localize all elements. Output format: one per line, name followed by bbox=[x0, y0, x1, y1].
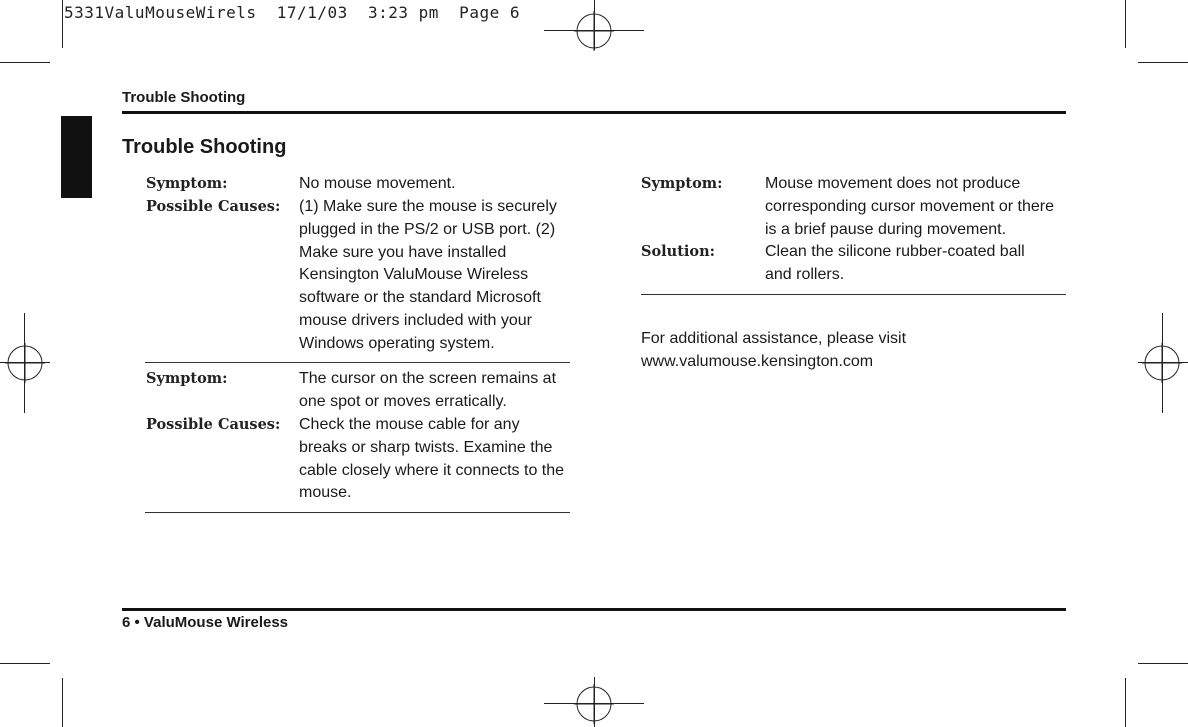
crop-mark bbox=[24, 313, 25, 413]
block-divider bbox=[145, 512, 570, 513]
crop-mark bbox=[0, 663, 50, 664]
crop-mark bbox=[594, 677, 595, 727]
running-head: Trouble Shooting bbox=[122, 89, 246, 106]
cause-text: Check the mouse cable for any breaks or sharp twists. Examine the cable closely where it connects to the mouse. bbox=[299, 416, 565, 502]
footer-rule bbox=[122, 608, 1066, 611]
block-divider bbox=[641, 294, 1066, 295]
crop-mark bbox=[1125, 0, 1126, 48]
cause-label: Possible Causes: bbox=[146, 198, 281, 215]
crop-mark bbox=[0, 362, 50, 363]
crop-mark bbox=[0, 62, 50, 63]
symptom-label: Symptom: bbox=[641, 175, 723, 192]
symptom-text: Mouse movement does not produce corresponding cursor movement or there is a brief pause during movement. bbox=[765, 175, 1055, 238]
crop-mark bbox=[1138, 362, 1188, 363]
section-tab bbox=[61, 116, 92, 198]
crop-mark bbox=[62, 0, 63, 48]
symptom-label: Symptom: bbox=[146, 370, 228, 387]
section-title: Trouble Shooting bbox=[122, 136, 287, 158]
symptom-text: No mouse movement. bbox=[299, 175, 456, 192]
print-slug: 5331ValuMouseWirels 17/1/03 3:23 pm Page 6 bbox=[64, 3, 520, 22]
solution-text: Clean the silicone rubber-coated ball and rollers. bbox=[765, 243, 1025, 283]
assistance-link[interactable]: www.valumouse.kensington.com bbox=[641, 353, 874, 370]
crop-mark bbox=[1162, 313, 1163, 413]
block-divider bbox=[145, 362, 570, 363]
assistance-text: For additional assistance, please visit bbox=[641, 330, 907, 347]
symptom-text: The cursor on the screen remains at one spot or moves erratically. bbox=[299, 370, 557, 410]
page-footer: 6 • ValuMouse Wireless bbox=[122, 614, 289, 631]
crop-mark bbox=[594, 0, 595, 50]
cause-label: Possible Causes: bbox=[146, 416, 281, 433]
crop-mark bbox=[1138, 663, 1188, 664]
symptom-label: Symptom: bbox=[146, 175, 228, 192]
crop-mark bbox=[1138, 62, 1188, 63]
cause-text: (1) Make sure the mouse is securely plugged in the PS/2 or USB port. (2) Make sure you have installed Kensington ValuMouse Wireless software or the standard Microsoft mouse drivers included with your Windows operating system. bbox=[299, 198, 557, 352]
crop-mark bbox=[1125, 678, 1126, 727]
header-rule bbox=[122, 111, 1066, 114]
crop-mark bbox=[62, 678, 63, 727]
registration-mark-icon bbox=[5, 343, 45, 383]
solution-label: Solution: bbox=[641, 243, 715, 260]
